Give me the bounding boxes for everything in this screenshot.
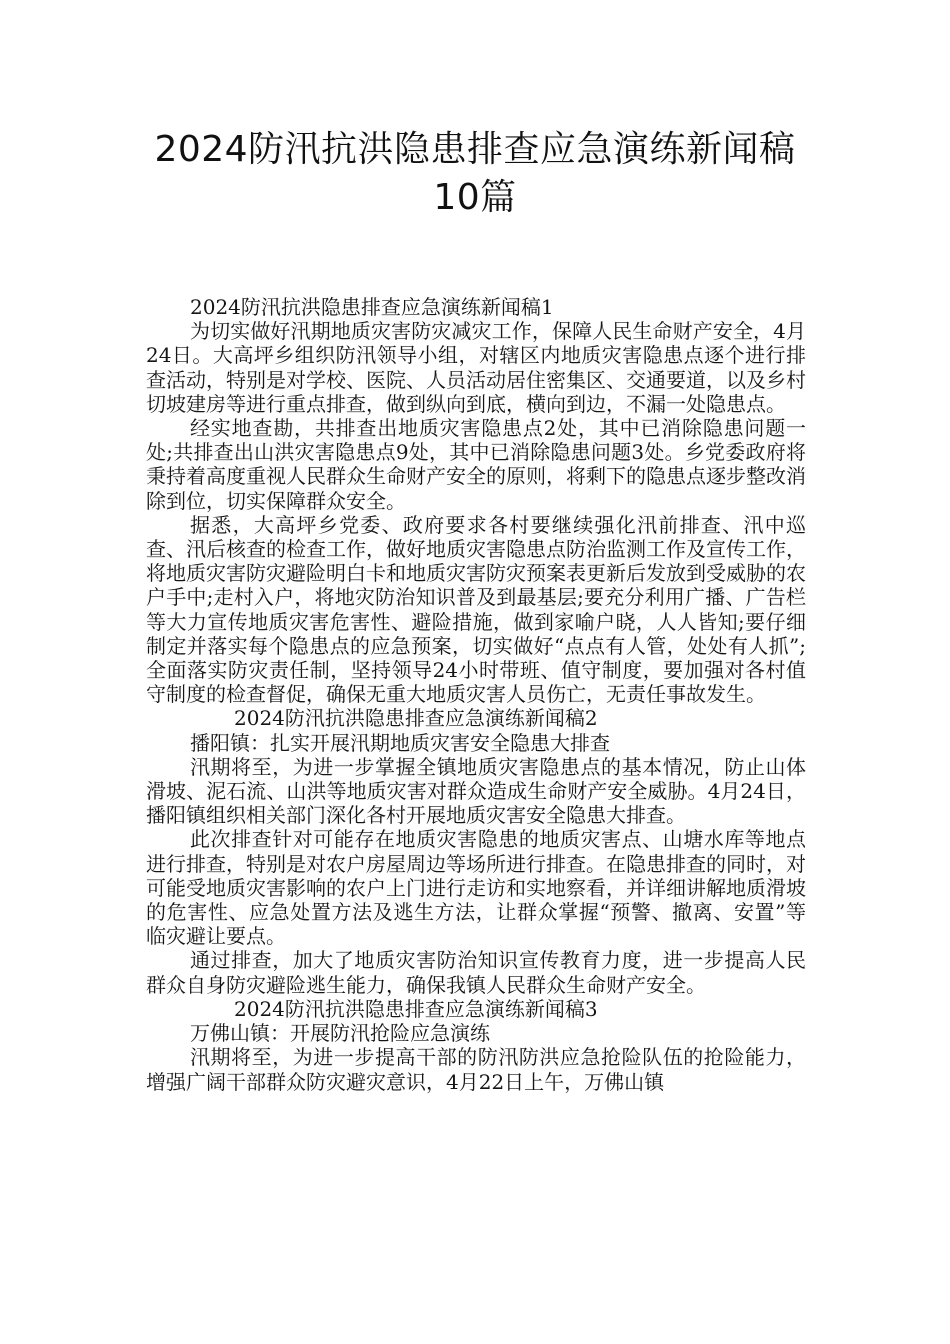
title-line-1: 2024防汛抗洪隐患排查应急演练新闻稿 (154, 129, 796, 170)
document-body (146, 295, 806, 1094)
section-heading-2: 2024防汛抗洪隐患排查应急演练新闻稿2 (234, 706, 598, 731)
paragraph: 据悉，大高坪乡党委、政府要求各村要继续强化汛前排查、汛中巡查、汛后核查的检查工作，做好地质灾害隐患点防治监测工作及宣传工作，将地质灾害防灾避险明白卡和地质灾害防灾预案表更新后发放到受威胁的农户手中;走村入户，将地灾防治知识普及到最基层;要充分利用广播、广告栏等大力宣传地质灾害危害性、避险措施，做到家喻户晓，人人皆知;要仔细制定并落实每个隐患点的应急预案，切实做好“点点有人管，处处有人抓”;全面落实防灾责任制，坚持领导24小时带班、值守制度，要加强对各村值守制度的检查督促，确保无重大地质灾害人员伤亡，无责任事故发生。 (146, 512, 806, 707)
paragraph: 汛期将至，为进一步掌握全镇地质灾害隐患点的基本情况，防止山体滑坡、泥石流、山洪等地质灾害对群众造成生命财产安全威胁。4月24日，播阳镇组织相关部门深化各村开展地质灾害安全隐患大排查。 (146, 754, 806, 828)
paragraph: 此次排查针对可能存在地质灾害隐患的地质灾害点、山塘水库等地点进行排查，特别是对农户房屋周边等场所进行排查。在隐患排查的同时，对可能受地质灾害影响的农户上门进行走访和实地察看，并详细讲解地质滑坡的危害性、应急处置方法及逃生方法，让群众掌握“预警、撤离、安置”等临灾避让要点。 (146, 827, 806, 949)
section-heading-3: 2024防汛抗洪隐患排查应急演练新闻稿3 (234, 996, 598, 1021)
paragraph: 经实地查勘，共排查出地质灾害隐患点2处，其中已消除隐患问题一处;共排查出山洪灾害隐患点9处，其中已消除隐患问题3处。乡党委政府将秉持着高度重视人民群众生命财产安全的原则，将剩下的隐患点逐步整改消除到位，切实保障群众安全。 (146, 416, 806, 513)
section-subtitle-3: 万佛山镇：开展防汛抢险应急演练 (190, 1021, 490, 1046)
document-title (120, 126, 830, 222)
section-subtitle-2: 播阳镇：扎实开展汛期地质灾害安全隐患大排查 (190, 730, 610, 755)
paragraph: 为切实做好汛期地质灾害防灾减灾工作，保障人民生命财产安全，4月24日。大高坪乡组织防汛领导小组，对辖区内地质灾害隐患点逐个进行排查活动，特别是对学校、医院、人员活动居住密集区、交通要道，以及乡村切坡建房等进行重点排查，做到纵向到底，横向到边，不漏一处隐患点。 (146, 319, 806, 416)
title-line-2: 10篇 (433, 177, 517, 218)
paragraph: 通过排查，加大了地质灾害防治知识宣传教育力度，进一步提高人民群众自身防灾避险逃生能力，确保我镇人民群众生命财产安全。 (146, 948, 806, 997)
paragraph: 汛期将至，为进一步提高干部的防汛防洪应急抢险队伍的抢险能力，增强广阔干部群众防灾避灾意识，4月22日上午，万佛山镇 (146, 1045, 806, 1094)
section-heading-1: 2024防汛抗洪隐患排查应急演练新闻稿1 (190, 295, 554, 319)
